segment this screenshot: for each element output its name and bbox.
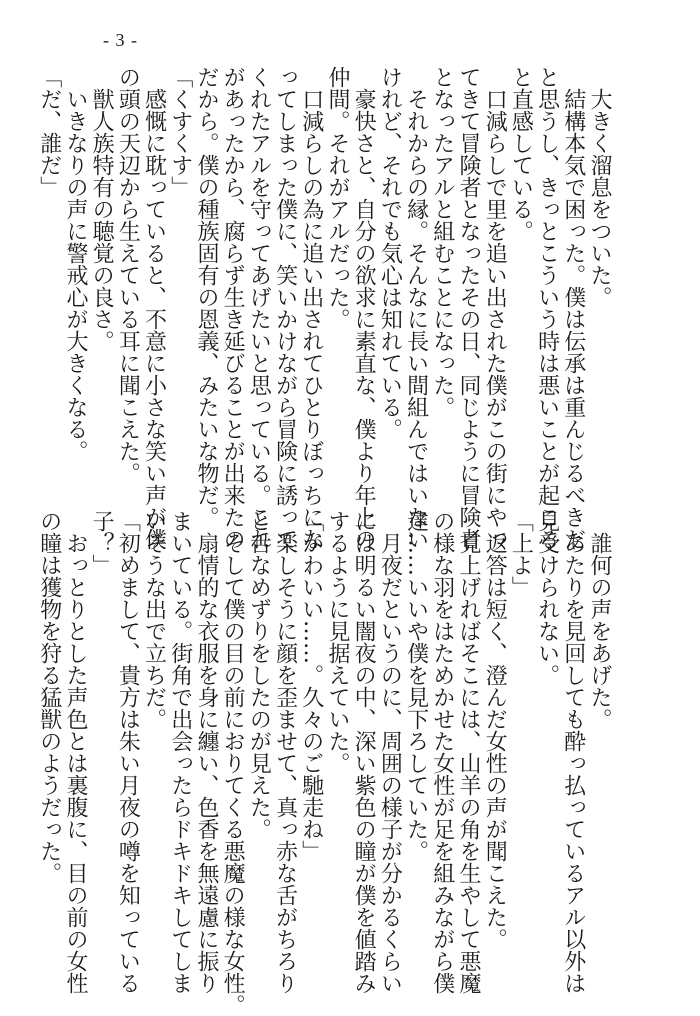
- text-column: の頭の天辺から生えている耳に聞こえた。: [115, 66, 141, 484]
- text-column: だから。僕の種族固有の恩義、みたいな物だ。: [193, 66, 219, 528]
- text-column: 仲間。それがアルだった。: [324, 66, 350, 330]
- text-block-bottom: [36, 510, 612, 1016]
- text-column: 感慨に耽っていると、不意に小さな笑い声が僕: [141, 66, 167, 550]
- text-column: の瞳は獲物を狩る猛獣のようだった。: [36, 510, 62, 884]
- text-column: ってしまった僕に、笑いかけながら冒険に誘って: [272, 66, 298, 550]
- text-column: 子？」: [89, 510, 115, 576]
- text-column: 返答は短く、澄んだ女性の声が聞こえた。: [482, 510, 508, 950]
- text-column: 扇情的な衣服を身に纏い、色香を無遠慮に振り: [193, 510, 219, 994]
- text-column: いきなりの声に警戒心が大きくなる。: [62, 66, 88, 462]
- text-column: があったから、腐らず生き延びることが出来たの: [220, 66, 246, 550]
- text-column: 「初めまして、貴方は朱い月夜の噂を知っている: [115, 510, 141, 994]
- text-column: 月夜だというのに、周囲の様子が分かるくらい: [377, 510, 403, 994]
- text-column: 「くすくす」: [167, 66, 193, 198]
- text-column: と舌なめずりをしたのが見えた。: [246, 510, 272, 840]
- text-column: まいている。街角で出会ったらドキドキしてしま: [167, 510, 193, 994]
- page-number: - 3 -: [103, 30, 138, 50]
- text-column: てきて冒険者となったその日、同じように冒険者: [455, 66, 481, 550]
- text-column: いそうな出で立ちだ。: [141, 510, 167, 730]
- text-column: と直感している。: [508, 66, 534, 242]
- text-column: するように見据えていた。: [324, 510, 350, 774]
- text-column: けれど、それでも気心は知れている。: [377, 66, 403, 440]
- text-column: おっとりとした声色とは裏腹に、目の前の女性: [62, 510, 88, 994]
- text-column: 豪快さと、自分の欲求に素直な、僕より年上の: [351, 66, 377, 550]
- text-column: 口減らしで里を追い出された僕がこの街にやっ: [482, 66, 508, 550]
- text-column: 見上げればそこには、山羊の角を生やして悪魔: [455, 510, 481, 994]
- text-column: 口減らしの為に追い出されてひとりぼっちにな: [298, 66, 324, 550]
- text-column: くれたアルを守ってあげたいと思っている。これ: [246, 66, 272, 550]
- text-column: 楽しそうに顔を歪ませて、真っ赤な舌がちろり: [272, 510, 298, 994]
- text-column: には明るい闇夜の中、深い紫色の瞳が僕を値踏み: [351, 510, 377, 994]
- text-column: あたりを見回しても酔っ払っているアル以外は: [560, 510, 586, 994]
- text-column: と思うし、きっとこういう時は悪いことが起こる: [534, 66, 560, 550]
- text-column: 誰何の声をあげた。: [587, 510, 612, 730]
- text-column: となったアルと組むことになった。: [429, 66, 455, 418]
- text-column: 「上よ」: [508, 510, 534, 598]
- text-column: 大きく溜息をついた。: [587, 66, 612, 308]
- text-column: の様な羽をはためかせた女性が足を組みながら僕: [429, 510, 455, 994]
- text-column: それからの縁。そんなに長い間組んではいない: [403, 66, 429, 550]
- text-column: 結構本気で困った。僕は伝承は重んじるべきだ: [560, 66, 586, 550]
- text-column: 「かわいい……。久々のご馳走ね」: [298, 510, 324, 862]
- text-column: そして僕の目の前におりてくる悪魔の様な女性。: [220, 510, 246, 1016]
- text-column: 達……いいや僕を見下ろしていた。: [403, 510, 429, 862]
- text-column: 見受けられない。: [534, 510, 560, 686]
- text-column: 「だ、誰だ」: [36, 66, 62, 198]
- text-column: 獣人族特有の聴覚の良さ。: [89, 66, 115, 352]
- text-block-top: [36, 66, 612, 550]
